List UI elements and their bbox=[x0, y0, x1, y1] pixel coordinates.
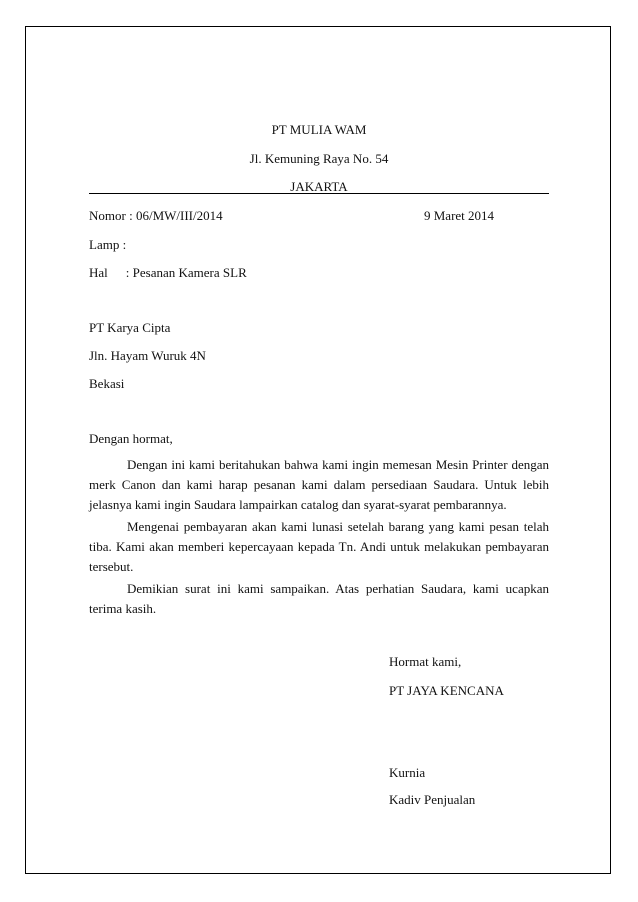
letterhead-address: Jl. Kemuning Raya No. 54 bbox=[249, 151, 389, 166]
letterhead-divider bbox=[89, 193, 549, 194]
body-paragraph-2: Mengenai pembayaran akan kami lunasi setelah barang yang kami pesan telah tiba. Kami akan memberi kepercayaan kepada Tn. Andi untuk melakukan pembayaran tersebut. bbox=[89, 519, 549, 574]
lamp-colon: : bbox=[119, 237, 127, 252]
nomor-label: Nomor bbox=[89, 208, 126, 223]
closing-salutation: Hormat kami, bbox=[389, 654, 462, 669]
letterhead-company: PT MULIA WAM bbox=[271, 122, 367, 137]
hal-colon: : bbox=[125, 265, 133, 280]
hal-row bbox=[89, 265, 247, 281]
hal-value: Pesanan Kamera SLR bbox=[132, 265, 247, 280]
nomor-row bbox=[89, 208, 223, 224]
nomor-value: 06/MW/III/2014 bbox=[135, 208, 223, 223]
body-paragraph-1: Dengan ini kami beritahukan bahwa kami ingin memesan Mesin Printer dengan merk Canon dan kami harap pesanan kami dalam persediaan Saudara. Untuk lebih jelasnya kami ingin Saudara lampairkan catalog dan syarat-syarat pembarannya. bbox=[89, 457, 549, 512]
lamp-label: Lamp bbox=[89, 237, 120, 252]
body-paragraph-3: Demikian surat ini kami sampaikan. Atas perhatian Saudara, kami ucapkan terima kasih. bbox=[89, 581, 549, 616]
recipient-city: Bekasi bbox=[89, 376, 125, 391]
recipient-street: Jln. Hayam Wuruk 4N bbox=[89, 348, 206, 363]
signer-title: Kadiv Penjualan bbox=[389, 792, 476, 807]
greeting: Dengan hormat, bbox=[89, 431, 173, 446]
hal-label: Hal bbox=[89, 265, 108, 280]
lamp-row bbox=[89, 237, 126, 253]
letter-date: 9 Maret 2014 bbox=[424, 208, 495, 223]
signer-name: Kurnia bbox=[389, 765, 426, 780]
nomor-colon: : bbox=[125, 208, 136, 223]
recipient-name: PT Karya Cipta bbox=[89, 320, 171, 335]
letterhead-city: JAKARTA bbox=[290, 179, 348, 194]
closing-company: PT JAYA KENCANA bbox=[389, 683, 504, 698]
